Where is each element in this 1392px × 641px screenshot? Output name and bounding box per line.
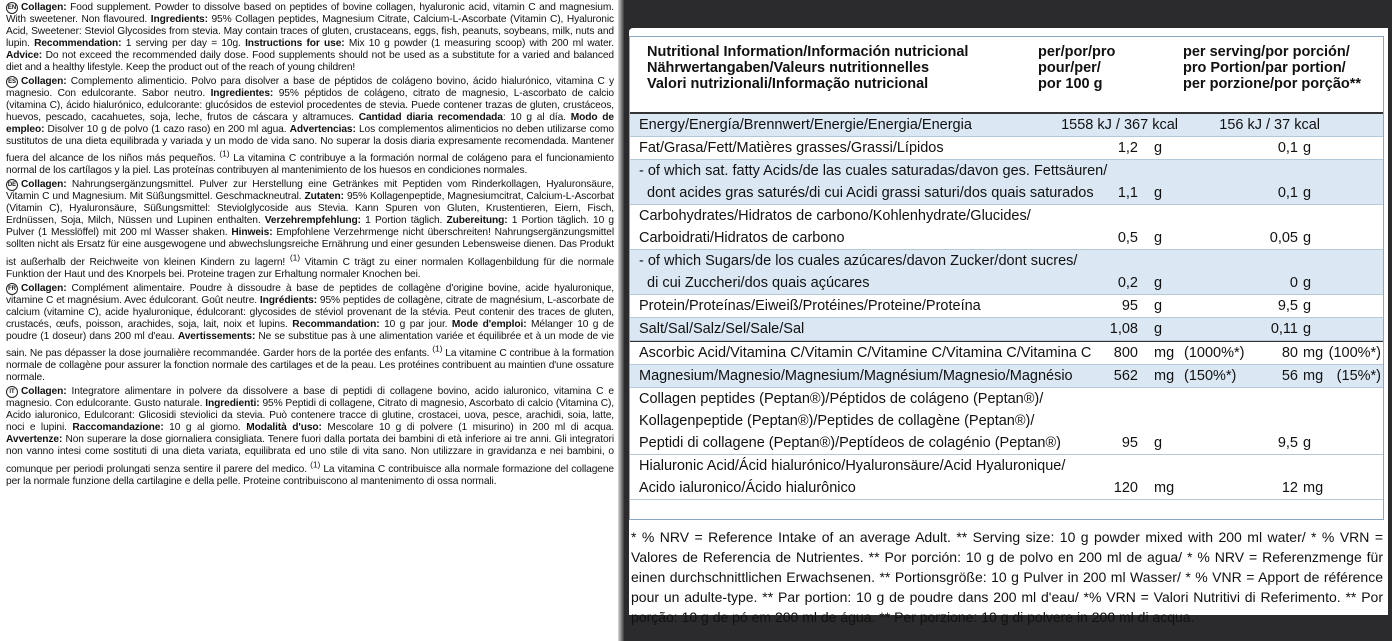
lang-block-en [6, 2, 614, 74]
value-per-serving: 80 [1281, 345, 1298, 361]
language-badge-icon: IT [6, 386, 18, 398]
value-per-100g: 1,08 [1109, 321, 1138, 337]
value-per-serving: 0 [1289, 275, 1298, 291]
nutrient-label-line: Protein/Proteínas/Eiweiß/Protéines/Proteine/Proteína [639, 298, 981, 314]
unit-per-serving: mg [1303, 345, 1324, 361]
table-row [630, 295, 1383, 318]
lang-block-text: Collagen: Food supplement. Powder to dissolve based on peptides of bovine collagen, hyaluronic acid, vitamin C and magnesium. With sweetener. Non flavoured. Ingredients: 95% Collagen peptides, Magnesium Citrate, Calcium-L-Ascorbate (Vitamin C), Hyaluronic Acid, Sweetener: Steviol Glycosides from stevia. May contain traces of gluten, crustaceans, eggs, fish, peanuts, soybeans, milk, nuts and lupin. Recommendation: 1 serving per day = 10g. Instructions for use: Mix 10 g powder (1 measuring scoop) with 200 ml water. Advice: Do not exceed the recommended daily dose. Food supplements should not be used as a substitute for a varied and balanced diet and a healthy lifestyle. Keep the product out of the reach of young children! [6, 2, 614, 73]
value-per-100g: 95 [1121, 298, 1138, 314]
table-row [630, 250, 1383, 295]
lang-block-text: Collagen: Complemento alimenticio. Polvo para disolver a base de péptidos de colágeno bovino, ácido hialurónico, vitamina C y magnesio. Con edulcorante. Sabor neutro. Ingredientes: 95% péptidos de colágeno, citrato de magnesio, L-ascorbato de calcio (vitamina C), ácido hialurónico, edulcorante: glucósidos de esteviol procedentes de stevia. Puede contener trazas de gluten, crustáceos, huevos, pescado, cacahuetes, soja, leche, frutos de cáscara y altramuces. Cantidad diaria recomendada: 10 g al día. Modo de empleo: Disolver 10 g de polvo (1 cazo raso) en 200 ml agua. Advertencias: Los complementos alimenticios no deben utilizarse como sustitutos de una dieta equilibrada y variada y un modo de vida sano. No superar la dosis diaria expresamente recomendada. Mantener fuera del alcance de los niños más pequeños. $^{(1)}$ La vitamina C contribuye a la formación normal de colágeno para el funcionamiento normal de los cartílagos y la piel. Las proteínas contribuyen al mantenimiento de los huesos en condiciones normales. [6, 76, 614, 177]
value-per-100g: 562 [1113, 368, 1138, 384]
ingredients-text [0, 0, 618, 488]
unit-per-serving: g [1303, 298, 1312, 314]
value-per-serving: 0,05 [1269, 230, 1298, 246]
nrv-per-100g: (150%*) [1184, 368, 1237, 384]
table-row [630, 365, 1383, 388]
unit-per-100g: g [1154, 298, 1163, 314]
value-per-100g: 120 [1113, 480, 1138, 496]
nutrient-label-line: Energy/Energía/Brennwert/Energie/Energia/Energia [639, 117, 972, 133]
value-per-100g: 800 [1113, 345, 1138, 361]
value-per-serving: 156 kJ / 37 kcal [1219, 117, 1320, 133]
nutrient-label-line: Fat/Grasa/Fett/Matières grasses/Grassi/Lípidos [639, 140, 944, 156]
nutrient-label [639, 388, 1061, 454]
lang-block-fr [6, 283, 614, 384]
language-badge-icon: ES [6, 76, 18, 88]
nutrient-label [639, 250, 1077, 294]
unit-per-serving: mg [1303, 368, 1324, 384]
nutrient-label [639, 455, 1065, 499]
value-per-serving: 56 [1281, 368, 1298, 384]
header-line: pour/per/ [1038, 60, 1101, 76]
nutrient-label-line: Carbohydrates/Hidratos de carbono/Kohlenhydrate/Glucides/ [639, 208, 1031, 224]
value-per-serving: 12 [1281, 480, 1298, 496]
header-line: Nutritional Information/Información nutricional [647, 44, 969, 60]
nutrient-label [639, 137, 944, 159]
header-line: por 100 g [1038, 76, 1103, 92]
nutrient-label [639, 114, 972, 136]
header-line: Nährwertangaben/Valeurs nutritionnelles [647, 60, 930, 76]
per-100g-header [1038, 44, 1115, 92]
nutrient-label-line: - of which sat. fatty Acids/de las cuales saturadas/davon ges. Fettsäuren/ [639, 163, 1108, 179]
lang-block-text: Collagen: Nahrungsergänzungsmittel. Pulver zur Herstellung eine Getränkes mit Peptiden vom Rinderkollagen, Hyaluronsäure, Vitamin C und Magnesium. Mit Süßungsmittel. Geschmackneutral. Zutaten: 95% Kollagenpeptide, Magnesiumcitrat, Calcium-L-Ascorbat (Vitamin C), Hyaluronsäure, Süßungsmittel: Steviolglycoside aus Stevia. Kann Spuren von Gluten, Krustentieren, Eiern, Fisch, Erdnüssen, Soja, Milch, Nüssen und Lupinen enthalten. Verzehrempfehlung: 1 Portion täglich. Zubereitung: 1 Portion täglich. 10 g Pulver (1 Messlöffel) mit 200 ml Wasser shaken. Hinweis: Empfohlene Verzehrmenge nicht überschreiten! Nahrungsergänzungsmittel sollten nicht als Ersatz für eine ausgewogene und abwechslungsreiche Ernährung und einer gesunden Lebensweise dienen. Das Produkt ist außerhalb der Reichweite von kleinen Kindern zu lagern! $^{(1)}$ Vitamin C trägt zu einer normalen Kollagenbildung für die normale Funktion der Haut und des Knorpels bei. Proteine tragen zur Erhaltung normaler Knochen bei. [6, 179, 614, 280]
language-badge-icon: DE [6, 179, 18, 191]
value-per-100g: 95 [1121, 435, 1138, 451]
unit-per-100g: g [1154, 321, 1163, 337]
value-per-100g: 1,2 [1117, 140, 1138, 156]
nutrient-label [639, 295, 981, 317]
lang-block-it [6, 386, 614, 487]
nutrition-table-header [630, 37, 1383, 114]
nutrition-panel [629, 28, 1388, 625]
nrv-per-serving: (15%*) [1336, 368, 1381, 384]
unit-per-serving: g [1303, 140, 1312, 156]
table-row [630, 318, 1383, 341]
header-line: pro Portion/par portion/ [1183, 60, 1346, 76]
nutrient-label [639, 205, 1031, 249]
unit-per-100g: g [1154, 140, 1163, 156]
header-line: per serving/por porción/ [1183, 44, 1350, 60]
value-per-100g: 0,2 [1117, 275, 1138, 291]
value-per-100g: 0,5 [1117, 230, 1138, 246]
table-row [630, 455, 1383, 500]
unit-per-serving: mg [1303, 480, 1324, 496]
value-per-serving: 0,11 [1270, 321, 1298, 337]
unit-per-serving: g [1303, 275, 1312, 291]
nrv-per-serving: (100%*) [1328, 345, 1381, 361]
lang-block-es [6, 76, 614, 177]
lang-block-de [6, 179, 614, 280]
header-line: per/por/pro [1038, 44, 1116, 60]
nrv-per-100g: (1000%*) [1184, 345, 1245, 361]
nutrient-label [639, 365, 1073, 387]
unit-per-100g: g [1154, 185, 1163, 201]
nutrient-label [639, 342, 1091, 364]
unit-per-100g: mg [1154, 368, 1175, 384]
unit-per-100g: g [1154, 230, 1163, 246]
value-per-serving: 9,5 [1277, 298, 1298, 314]
value-per-100g: 1558 kJ / 367 kcal [1061, 117, 1178, 133]
table-row [630, 137, 1383, 160]
nutrition-title [647, 44, 968, 92]
nutrient-label [639, 160, 1107, 204]
unit-per-serving: g [1303, 185, 1312, 201]
nutrient-label-line: Acido ialuronico/Ácido hialurônico [639, 480, 856, 496]
nutrient-label-line: Peptidi di collagene (Peptan®)/Peptídeos de colagénio (Peptan®) [639, 435, 1062, 451]
lang-block-text: Collagen: Complément alimentaire. Poudre à dissoudre à base de peptides de collagène d'origine bovine, acide hyaluronique, vitamine C et magnésium. Avec édulcorant. Goût neutre. Ingrédients: 95% peptides de collagène, citrate de magnésium, L-ascorbate de calcium (vitamine C), acide hyaluronique, édulcorant: glycosides de stéviol provenant de la stévia. Peut contenir des traces de gluten, crustacés, œufs, poisson, arachides, soja, lait, noix et lupins. Recommandation: 10 g par jour. Mode d'emploi: Mélanger 10 g de poudre (1 doseur) dans 200 ml d'eau. Avertissements: Ne se substitue pas à une alimentation variée et équilibrée et à un mode de vie sain. Ne pas dépasser la dose journalière recommandée. Garder hors de la portée des enfants. $^{(1)}$ La vitamine C contribue à la formation normale de collagène pour assurer la fonction normale des cartilages et de la peau. Les protéines contribuent au maintien d'une ossature normale. [6, 282, 615, 384]
value-per-serving: 0,1 [1277, 140, 1298, 156]
nutrition-table [629, 36, 1384, 520]
nutrition-footnote: * % NRV = Reference Intake of an average Adult. ** Serving size: 10 g powder mixed with 200 ml water/ * % VRN = Valores de Referencia de Nutrientes. ** Por porción: 10 g de polvo en 200 ml de agua/ * % NRV = Referenzmenge für einen durchschnittlichen Erwachsenen. ** Portionsgröße: 10 g Pulver in 200 ml Wasser/ * % VNR = Apport de référence pour un adulte-type. ** Par portion: 10 g de poudre dans 200 ml d'eau/ *% VRN = Valori Nutritivi di Referimento. ** Por porção: 10 g de pó em 200 ml de água. ** Per porzione: 10 g di polvere in 200 ml di acqua. [631, 529, 1383, 625]
nutrient-label-line: dont acides gras saturés/di cui Acidi grassi saturi/dos quais saturados [639, 185, 1094, 201]
header-line: Valori nutrizionali/Informação nutricional [647, 76, 929, 92]
language-badge-icon: FR [6, 283, 18, 295]
table-row [630, 388, 1383, 455]
unit-per-serving: g [1303, 321, 1312, 337]
nutrient-label-line: Collagen peptides (Peptan®)/Péptidos de colágeno (Peptan®)/ [639, 391, 1044, 407]
unit-per-100g: g [1154, 435, 1163, 451]
table-row [630, 205, 1383, 250]
value-per-serving: 0,1 [1277, 185, 1298, 201]
nutrient-label-line: Ascorbic Acid/Vitamina C/Vitamin C/Vitamine C/Vitamina C/Vitamina C [639, 345, 1092, 361]
table-row [630, 160, 1383, 205]
unit-per-serving: g [1303, 230, 1312, 246]
nutrient-label-line: di cui Zuccheri/dos quais açúcares [639, 275, 870, 291]
unit-per-serving: g [1303, 435, 1312, 451]
unit-per-100g: g [1154, 275, 1163, 291]
nutrition-rows [630, 114, 1383, 500]
lang-block-text: Collagen: Integratore alimentare in polvere da dissolvere a base di peptidi di collagene bovino, acido ialuronico, vitamina C e magnesio. Con edulcorante. Gusto naturale. Ingredienti: 95% Peptidi di collagene, Citrato di magnesio, Ascorbato di calcio (Vitamina C), Acido ialuronico, Edulcorant: Glicosidi steviolici da stevia. Può contenere tracce di glutine, crostacei, uova, pesce, arachidi, soia, latte, noci e lupini. Raccomandazione: 10 g al giorno. Modalità d'uso: Mescolare 10 g di polvere (1 misurino) in 200 ml di acqua. Avvertenze: Non superare la dose giornaliera consigliata. Tenere fuori dalla portata dei bambini di età inferiore ai tre anni. Gli integratori non vanno intesi come sostituti di una dieta variata, equilibrata ed uno stile di vita sano. Non utilizzare in gravidanza e nei bambini, o comunque per periodi prolungati senza sentire il parere del medico. $^{(1)}$ La vitamina C contribuisce alla normale formazione del collagene per la normale funzione della cartilagine e della pelle. Proteine contribuiscono al mantenimento di ossa normali. [6, 386, 615, 487]
nutrient-label-line: Kollagenpeptide (Peptan®)/Peptides de collagène (Peptan®)/ [639, 413, 1035, 429]
nutrient-label-line: Carboidrati/Hidratos de carbono [639, 230, 845, 246]
table-row [630, 114, 1383, 137]
ingredients-panel [0, 0, 618, 641]
nutrient-label-line: Hialuronic Acid/Ácid hialurónico/Hyaluronsäure/Acid Hyaluronique/ [639, 458, 1066, 474]
nutrient-label-line: - of which Sugars/de los cuales azúcares/davon Zucker/dont sucres/ [639, 253, 1078, 269]
unit-per-100g: mg [1154, 345, 1175, 361]
unit-per-100g: mg [1154, 480, 1175, 496]
header-line: per porzione/por porção** [1183, 76, 1362, 92]
per-serving-header [1183, 44, 1361, 92]
value-per-100g: 1,1 [1117, 185, 1138, 201]
value-per-serving: 9,5 [1277, 435, 1298, 451]
nutrient-label-line: Salt/Sal/Salz/Sel/Sale/Sal [639, 321, 805, 337]
language-badge-icon: EN [6, 2, 18, 14]
nutrient-label-line: Magnesium/Magnesio/Magnesium/Magnésium/Magnesio/Magnésio [639, 368, 1073, 384]
nutrient-label [639, 318, 804, 340]
table-row [630, 341, 1383, 365]
